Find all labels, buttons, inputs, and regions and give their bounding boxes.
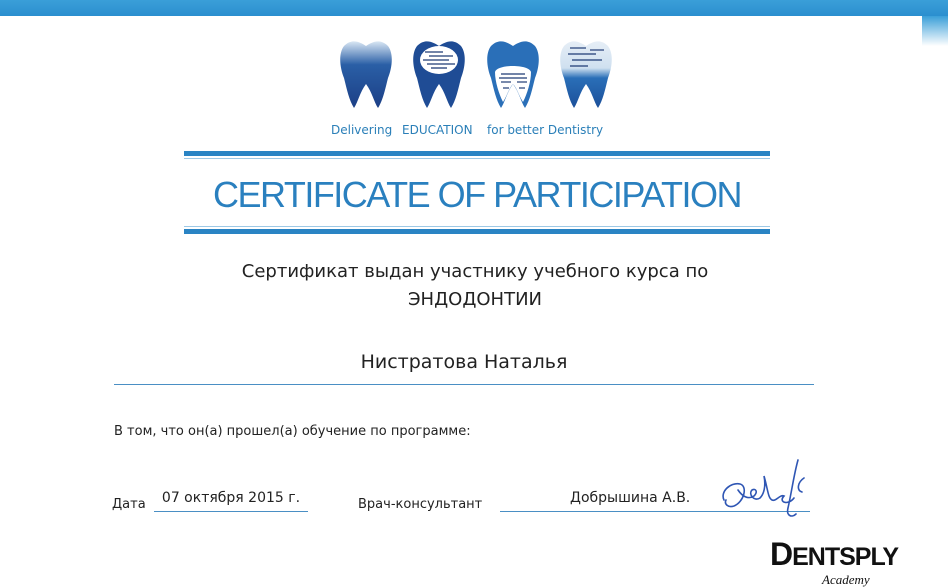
tooth-icon	[336, 38, 396, 110]
top-band	[0, 0, 948, 16]
brand-initial: D	[770, 536, 793, 572]
doctor-name: Добрышина А.В.	[570, 490, 691, 506]
doctor-label: Врач-консультант	[358, 497, 483, 512]
participant-name: Нистратова Наталья	[360, 351, 568, 373]
brand-rest: ENTSPLY	[792, 543, 899, 571]
tooth-wordcloud-icon	[483, 38, 543, 110]
slogan-part-education: EDUCATION	[402, 123, 473, 137]
date-label: Дата	[112, 497, 146, 512]
certificate-title: CERTIFICATE OF PARTICIPATION	[212, 174, 742, 215]
brand-logo	[770, 536, 898, 575]
participant-underline	[114, 384, 814, 385]
issued-text: Сертификат выдан участнику учебного курса по	[241, 261, 709, 282]
date-underline	[154, 511, 308, 512]
title-rule-top	[184, 151, 770, 156]
slogan-part-delivering: Delivering	[331, 123, 393, 137]
logo-teeth	[336, 38, 616, 113]
tooth-wordcloud-icon	[409, 38, 469, 110]
slogan	[331, 123, 621, 139]
tooth-wordcloud-icon	[556, 38, 616, 110]
program-text: В том, что он(а) прошел(а) обучение по программе:	[114, 424, 471, 439]
signature-icon	[718, 456, 818, 536]
date-value: 07 октября 2015 г.	[161, 490, 301, 506]
slogan-part-dentistry: for better Dentistry	[487, 123, 604, 137]
course-name: ЭНДОДОНТИИ	[407, 289, 543, 310]
title-rule-bottom	[184, 229, 770, 234]
brand-sub: Academy	[822, 572, 870, 587]
